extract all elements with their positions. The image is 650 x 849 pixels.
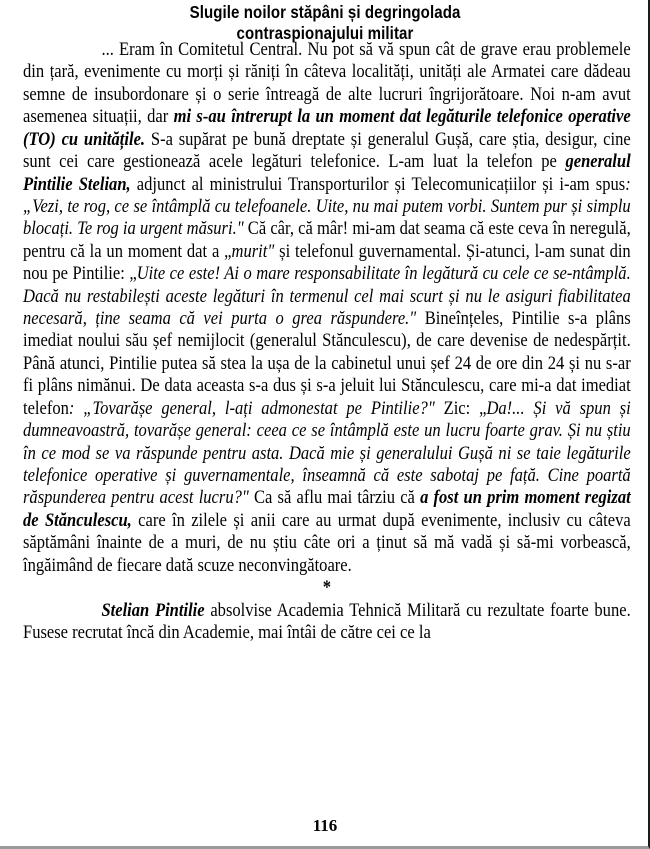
text-run: Ca să aflu mai târziu că xyxy=(248,487,421,509)
emphasis-bold-italic: Stelian Pintilie xyxy=(101,599,205,621)
text-run: Că câr, că mâr! mi-am dat seama că este ceva în neregulă, pentru că la un moment dat a „ xyxy=(23,218,631,262)
emphasis-bold-italic: a fost un prim moment regizat de Stănculescu, xyxy=(23,487,631,531)
page-number: 116 xyxy=(312,816,338,835)
quote-italic: : „Vezi, te rog, ce se întâmplă cu telefoanele. Uite, nu mai putem vorbi. Suntem pur și simplu blocați. Te rog ia urgent măsuri." xyxy=(23,173,631,240)
text-run: Zic: „ xyxy=(434,397,487,419)
text-run: adjunct al ministrului Transporturilor și Telecomunicațiilor și i-am spus xyxy=(130,173,626,195)
section-separator: * xyxy=(322,577,331,599)
text-run: și telefonul guvernamental. Și-atunci, l-am sunat din nou pe Pintilie: „ xyxy=(23,240,631,285)
quote-italic: : „Tovarășe general, l-ați admonestat pe Pintilie?" xyxy=(68,397,435,419)
quote-italic: murit" xyxy=(231,240,275,262)
text-run: Bineînțeles, Pintilie s-a plâns imediat noului său șef nemijlocit (generalul Stănculescu), de care devenise de nedespărțit. Până atunci, Pintilie putea să stea la ușa de la cabinetul unui șef 24 de ore din 24 și nu s-ar fi plâns nimănui. De data aceasta s-a dus și s-a jeluit lui Stănculescu, care mi-a dat imediat telefon xyxy=(23,308,631,419)
quote-italic: Da!... Și vă spun și dumneavoastră, tovarășe general: ceea ce se întâmplă este un lucru foarte grav. Și nu știu în ce mod se va răspunde pentru asta. Dacă mie și generalului Gușă ni se taie legăturile telefonice operative și guvernamentale, înseamnă că este sabotaj pe față. Cine poartă răspunderea pentru acest lucru?" xyxy=(23,397,631,509)
quote-italic: Uite ce este! Ai o mare responsabilitate în legătură cu cele ce se-ntâmplă. Dacă nu restabilești aceste legături în termenul cel mai scurt și nu le asiguri fiabilitatea necesară, ține seama că vei purta o grea răspundere." xyxy=(23,263,631,330)
text-run: absolvise Academia Tehnică Militară cu rezultate foarte bune. Fusese recrutat încă din Academie, mai întâi de către cei ce la xyxy=(23,599,631,643)
paragraph-1 xyxy=(23,39,631,577)
text-run: care în zilele și anii care au urmat după evenimente, inclusiv cu câteva săptămâni înainte de a muri, de nu știu câte ori a ținut să mă vadă și să-mi vorbească, îngăimând de fiecare dată scuze neconvingătoare. xyxy=(23,509,631,576)
paragraph-2 xyxy=(23,600,631,645)
heading-line-2: contraspionajului militar xyxy=(236,23,414,43)
chapter-heading xyxy=(46,2,605,44)
emphasis-bold-italic: generalul Pintilie Stelian, xyxy=(23,151,631,195)
text-run: ... Eram în Comitetul Central. Nu pot să vă spun cât de grave erau problemele din țară, evenimente cu morți și răniți în câteva localități, unități ale Armatei care dădeau semne de insubordonare și o serie întreagă de alte lucruri îngrijorătoare. Noi n-am avut asemenea situații, dar xyxy=(23,39,631,128)
heading-line-1: Slugile noilor stăpâni și degringolada xyxy=(189,2,461,22)
body-text xyxy=(23,39,631,644)
emphasis-bold-italic: mi s-au întrerupt la un moment dat legăturile telefonice operative (TO) cu unitățile. xyxy=(23,106,631,150)
text-run: S-a supărat pe bună dreptate și generalul Gușă, care știa, desigur, cine sunt cei care gestionează acele legături telefonice. L-am luat la telefon pe xyxy=(23,128,631,173)
